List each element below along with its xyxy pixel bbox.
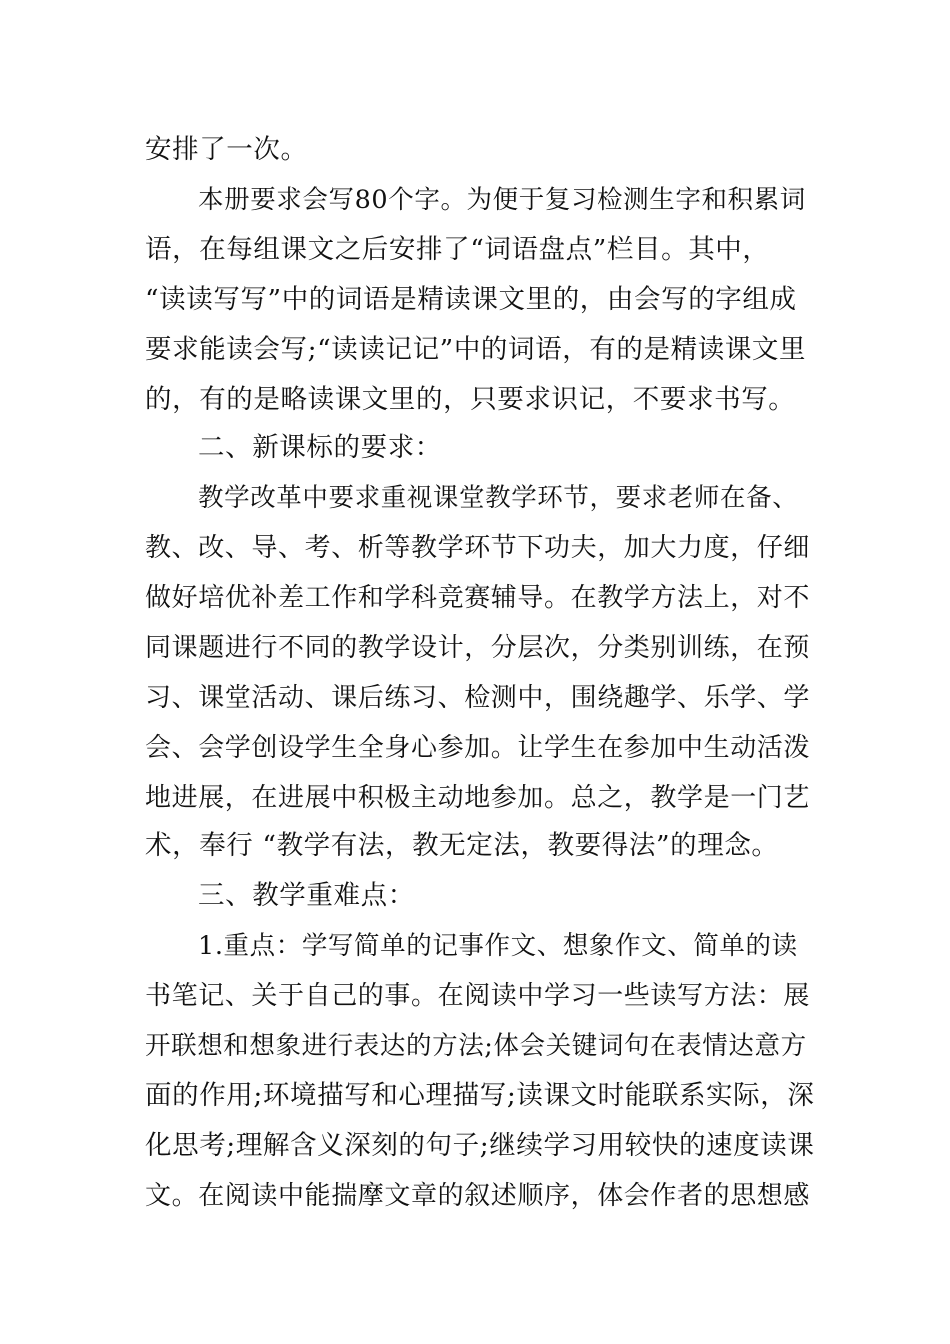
text-line: 安排了一次。 [145,134,308,165]
text-line: 要求能读会写;“读读记记”中的词语，有的是精读课文里 [145,334,807,365]
text-line: 语，在每组课文之后安排了“词语盘点”栏目。其中， [145,234,770,265]
text-line: 做好培优补差工作和学科竞赛辅导。在教学方法上，对不 [145,583,811,613]
text-line: 化思考;理解含义深刻的句子;继续学习用较快的速度读课 [145,1130,815,1161]
text-line: 本册要求会写80个字。为便于复习检测生字和积累词 [198,185,806,215]
section-heading: 三、教学重难点： [198,880,415,911]
text-line: 地进展，在进展中积极主动地参加。总之，教学是一门艺 [145,783,811,813]
text-line: 书笔记、关于自己的事。在阅读中学习一些读写方法：展 [145,981,811,1011]
text-line: 会、会学创设学生全身心参加。让学生在参加中生动活泼 [145,733,811,763]
text-line: 文。在阅读中能揣摩文章的叙述顺序，体会作者的思想感 [145,1181,811,1211]
text-line: 开联想和想象进行表达的方法;体会关键词句在表情达意方 [145,1031,807,1061]
text-line: 1.重点：学写简单的记事作文、想象作文、简单的读 [198,931,798,961]
section-heading: 二、新课标的要求： [198,432,442,463]
text-line: “读读写写”中的词语是精读课文里的，由会写的字组成 [145,284,797,315]
text-line: 同课题进行不同的教学设计，分层次，分类别训练，在预 [145,633,811,663]
text-line: 教、改、导、考、析等教学环节下功夫，加大力度，仔细 [145,533,811,563]
text-line: 教学改革中要求重视课堂教学环节，要求老师在备、 [198,483,799,513]
text-line: 习、课堂活动、课后练习、检测中，围绕趣学、乐学、学 [145,683,811,713]
text-line: 的，有的是略读课文里的，只要求识记，不要求书写。 [145,384,796,415]
text-line: 术，奉行 “教学有法，教无定法，教要得法”的理念。 [145,830,779,861]
text-line: 面的作用;环境描写和心理描写;读课文时能联系实际，深 [145,1080,815,1111]
